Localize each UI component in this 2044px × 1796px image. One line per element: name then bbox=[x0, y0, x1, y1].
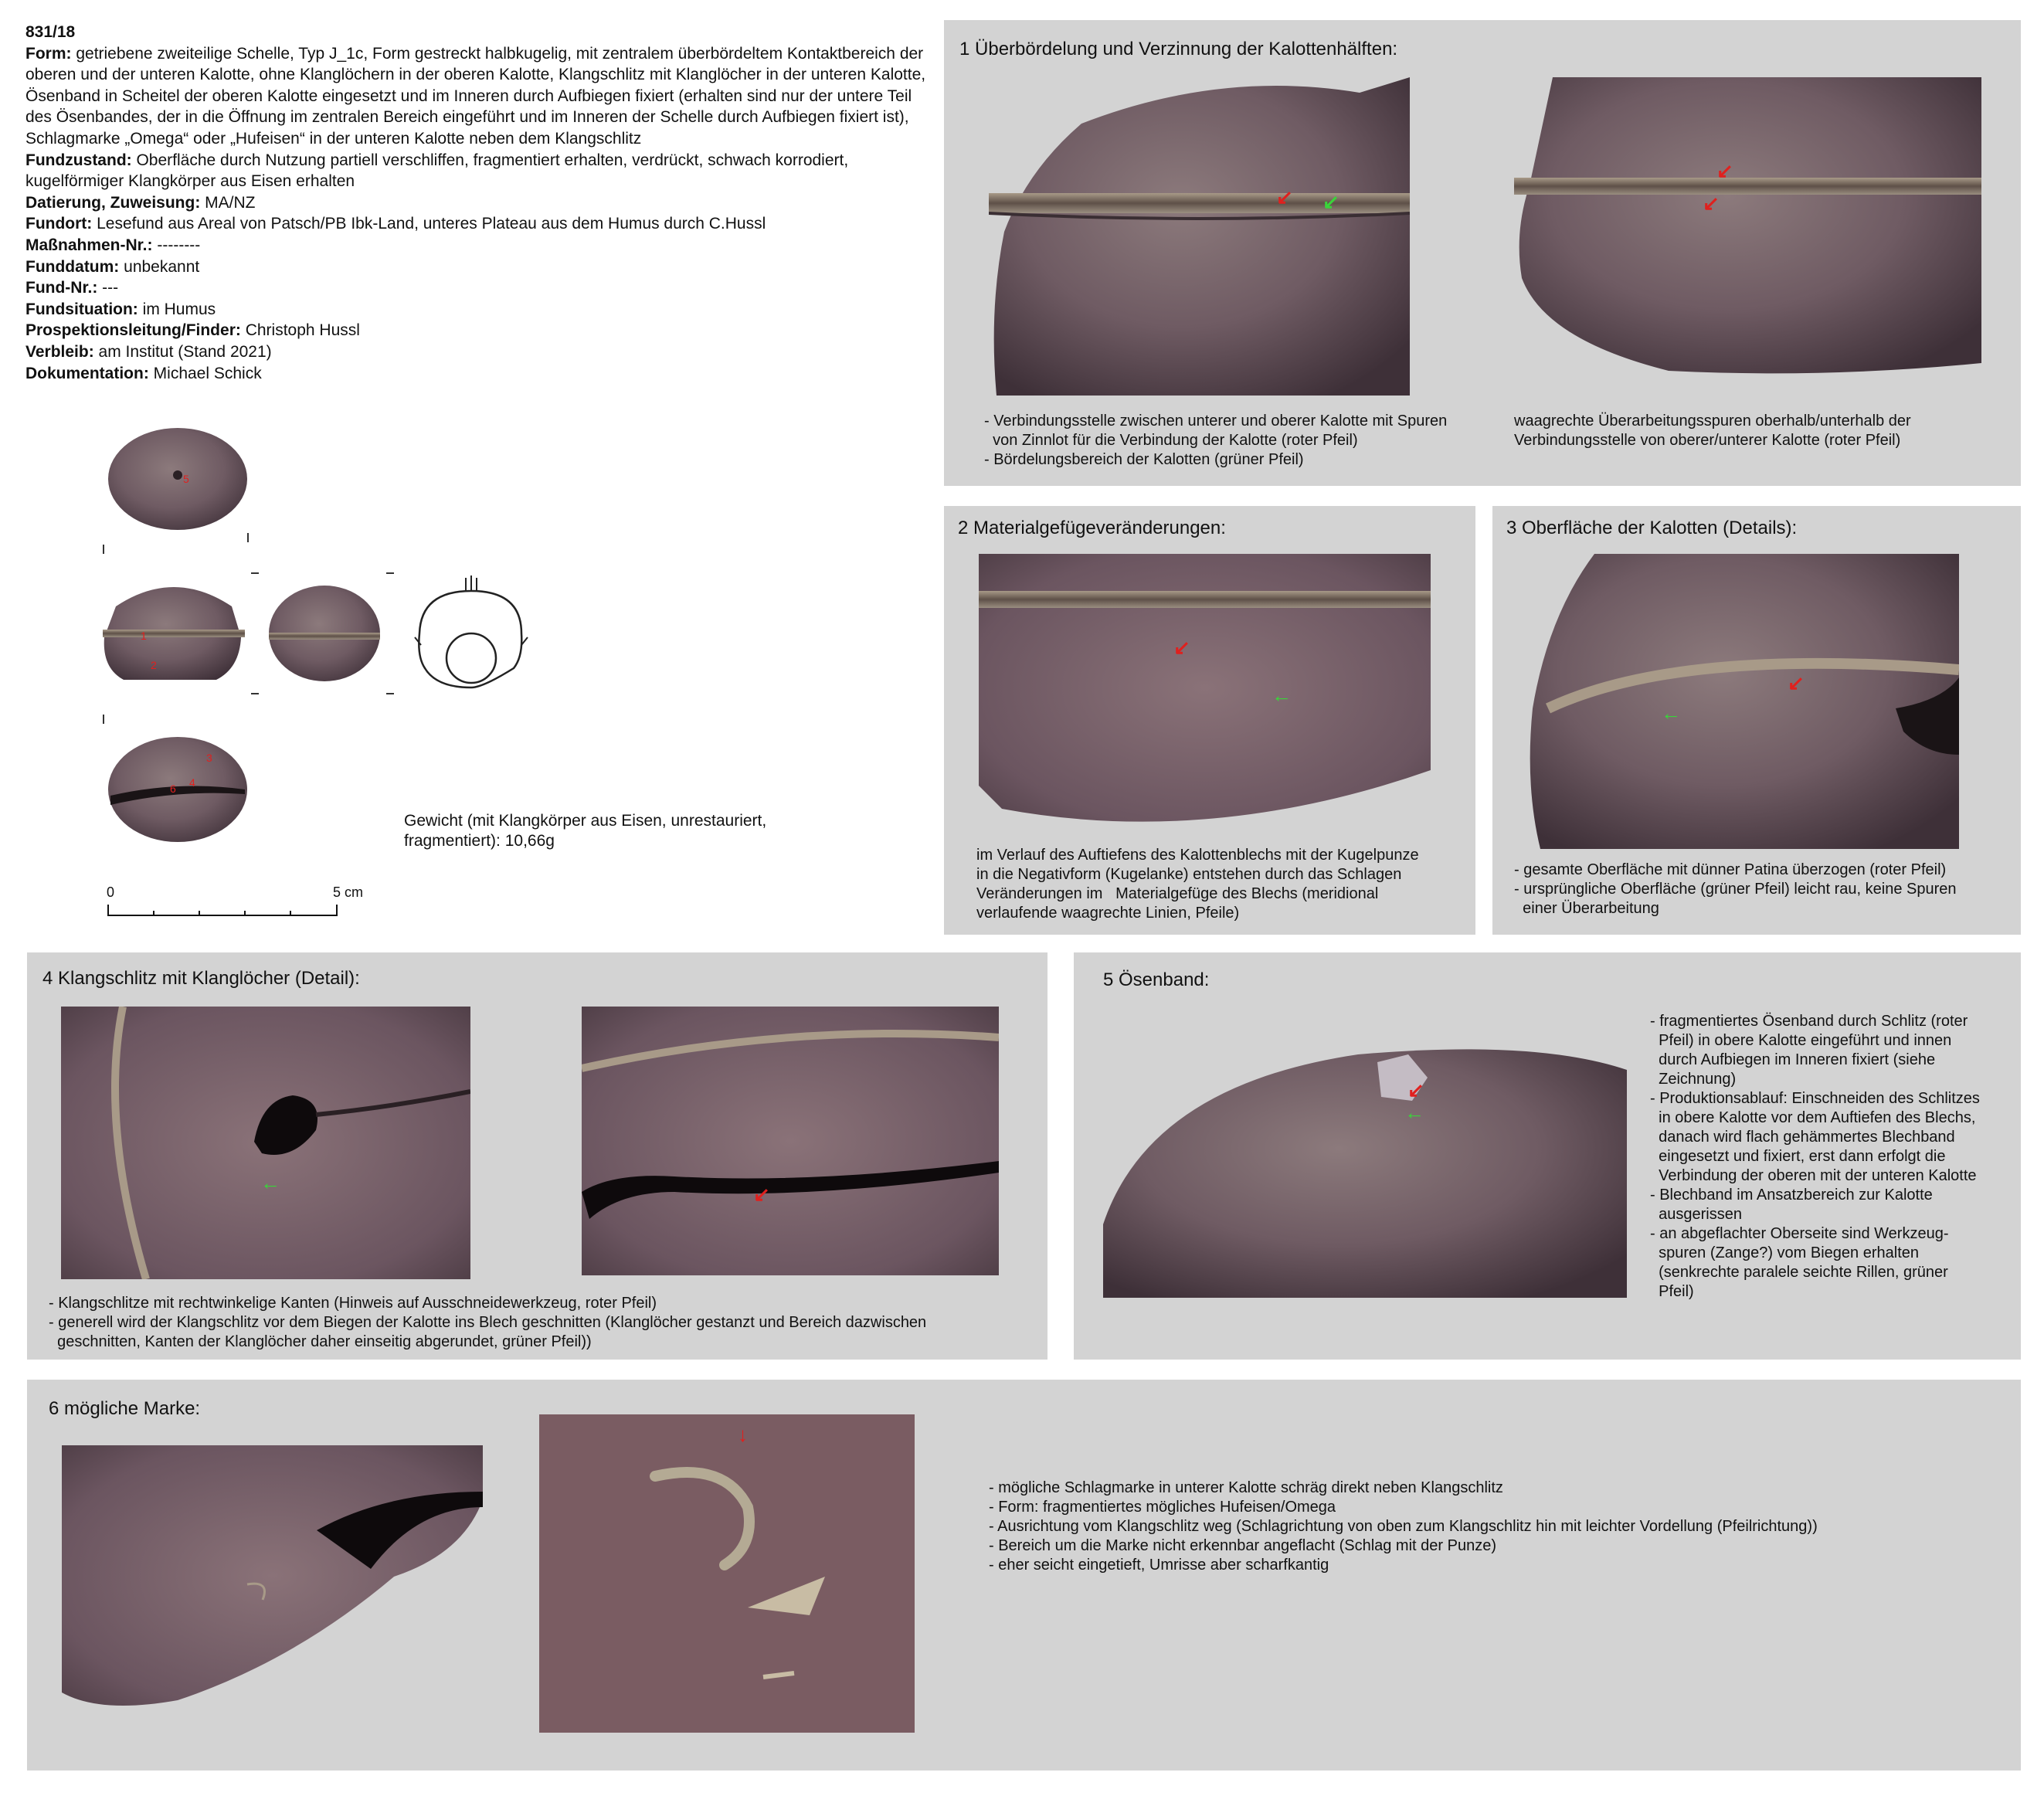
panel-5-caption: - fragmentiertes Ösenband durch Schlitz (roter Pfeil) in obere Kalotte eingeführt und innen durch Aufbiegen im Inneren fixiert (siehe Zeichnung) - Produktionsablauf: Einschneiden des Schlitzes in obere Kalotte vor dem Auftiefen des Blechs, danach wird flach gehämmertes Blechband eingesetzt und fixiert, erst dann erfolgt die Verbindung der oberen mit der unteren Kalotte - Blechband im Ansatzbereich zur Kalotte ausgerissen - an abgeflachter Oberseite sind Werkzeug- spuren (Zange?) vom Biegen erhalten (senkrechte paralele seichte Rillen, grüner Pfeil) bbox=[1650, 1013, 1980, 1300]
red-arrow-icon: ↙ bbox=[1788, 671, 1805, 694]
photo-slot-hole-1 bbox=[61, 1007, 470, 1279]
photo-surface-detail bbox=[1525, 554, 1959, 849]
photo-mark-overview bbox=[62, 1445, 483, 1714]
field-fundsituation: Fundsituation: im Humus bbox=[25, 300, 216, 318]
photo-material-structure bbox=[979, 554, 1431, 832]
scale-tick bbox=[386, 572, 394, 574]
overview-label-2: 2 bbox=[151, 659, 157, 671]
green-arrow-icon: ↙ bbox=[1322, 190, 1339, 213]
scale-tick bbox=[251, 693, 259, 694]
field-datierung: Datierung, Zuweisung: MA/NZ bbox=[25, 193, 256, 212]
green-arrow-icon: ← bbox=[1404, 1101, 1424, 1124]
panel-3 bbox=[1492, 506, 2021, 935]
scale-start-label: 0 bbox=[107, 884, 115, 900]
object-id: 831/18 bbox=[25, 23, 76, 41]
red-arrow-icon: ↙ bbox=[1276, 185, 1293, 209]
photo-top-view bbox=[104, 425, 251, 533]
green-arrow-icon: ← bbox=[1272, 684, 1292, 707]
field-verbleib: Verbleib: am Institut (Stand 2021) bbox=[25, 342, 272, 361]
panel-5 bbox=[1074, 952, 2021, 1360]
object-description bbox=[25, 22, 937, 384]
panel-3-title: 3 Oberfläche der Kalotten (Details): bbox=[1506, 518, 1798, 538]
panel-6 bbox=[27, 1380, 2021, 1771]
panel-1-caption-left: - Verbindungsstelle zwischen unterer und oberer Kalotte mit Spuren von Zinnlot für die Verbindung der Kalotte (roter Pfeil) - Bördelungsbereich der Kalotten (grüner Pfeil) bbox=[984, 413, 1448, 468]
overview-label-3: 3 bbox=[206, 752, 212, 764]
panel-2-title: 2 Materialgefügeveränderungen: bbox=[958, 518, 1226, 538]
scale-tick bbox=[251, 572, 259, 574]
photo-slot-hole-2 bbox=[582, 1007, 999, 1275]
red-arrow-icon: ↙ bbox=[1407, 1078, 1424, 1102]
panel-2 bbox=[944, 506, 1475, 935]
panel-1 bbox=[944, 20, 2021, 486]
photo-loop-band bbox=[1103, 1024, 1627, 1298]
red-arrow-icon: ↓ bbox=[738, 1423, 748, 1446]
field-fund-nr: Fund-Nr.: --- bbox=[25, 279, 119, 297]
panel-3-caption: - gesamte Oberfläche mit dünner Patina überzogen (roter Pfeil) - ursprüngliche Oberfläche (grüner Pfeil) leicht rau, keine Spuren einer Überarbeitung bbox=[1514, 861, 1957, 917]
field-form: Form: getriebene zweiteilige Schelle, Typ J_1c, Form gestreckt halbkugelig, mit zentralem überbördeltem Kontaktbereich der oberen und der unteren Kalotte, ohne Klanglöchern in der oberen Kalotte, Klangschlitz mit Klanglöcher in der unteren Kalotte, Ösenband in Scheitel der oberen Kalotte eingesetzt und im Inneren durch Aufbiegen fixiert (erhalten sind nur der untere Teil des Ösenbandes, der in die Öffnung im zentralen Bereich eingeführt und im Inneren der Schelle durch Aufbiegen fixiert ist), Schlagmarke „Omega“ oder „Hufeisen“ in der unteren Kalotte neben dem Klangschlitz bbox=[25, 44, 926, 148]
green-arrow-icon: ← bbox=[260, 1171, 280, 1194]
panel-4-caption: - Klangschlitze mit rechtwinkelige Kanten (Hinweis auf Ausschneidewerkzeug, roter Pfeil) - generell wird der Klangschlitz vor dem Biegen der Kalotte ins Blech geschnitten (Klanglöcher gestanzt und Bereich dazwischen geschnitten, Kanten der Klanglöcher daher einseitig abgerundet, grüner Pfeil)) bbox=[49, 1295, 927, 1350]
panel-4 bbox=[27, 952, 1047, 1360]
overview-label-5: 5 bbox=[183, 473, 189, 485]
panel-6-title: 6 mögliche Marke: bbox=[49, 1398, 201, 1419]
field-funddatum: Funddatum: unbekannt bbox=[25, 257, 200, 276]
panel-1-title: 1 Überbördelung und Verzinnung der Kalottenhälften: bbox=[959, 39, 1398, 59]
overview-label-1: 1 bbox=[141, 630, 147, 642]
scale-bar bbox=[107, 884, 364, 919]
weight-note: Gewicht (mit Klangkörper aus Eisen, unrestauriert, fragmentiert): 10,66g bbox=[404, 812, 767, 850]
scale-tick bbox=[103, 545, 104, 554]
scale-tick bbox=[247, 533, 249, 542]
red-arrow-icon: ↙ bbox=[753, 1183, 770, 1206]
overview-label-4: 4 bbox=[189, 776, 195, 789]
scale-tick bbox=[386, 693, 394, 694]
panel-5-title: 5 Ösenband: bbox=[1103, 969, 1210, 990]
section-drawing bbox=[406, 572, 537, 695]
overview-label-6: 6 bbox=[170, 783, 176, 795]
field-fundort: Fundort: Lesefund aus Areal von Patsch/PB Ibk-Land, unteres Plateau aus dem Humus durch C.Hussl bbox=[25, 215, 766, 233]
panel-2-caption: im Verlauf des Auftiefens des Kalottenblechs mit der Kugelpunze in die Negativform (Kugelanke) entstehen durch das Schlagen Veränderungen im Materialgefüge des Blechs (meridional verlaufende waagrechte Linien, Pfeile) bbox=[976, 847, 1419, 922]
field-dokumentation: Dokumentation: Michael Schick bbox=[25, 364, 262, 382]
photo-rim-closeup-2 bbox=[1514, 77, 1981, 394]
red-arrow-icon: ↙ bbox=[1716, 159, 1733, 182]
scale-end-label: 5 cm bbox=[333, 884, 364, 900]
field-fundzustand: Fundzustand: Oberfläche durch Nutzung partiell verschliffen, fragmentiert erhalten, verdrückt, schwach korrodiert, kugelförmiger Klangkörper aus Eisen erhalten bbox=[25, 151, 849, 191]
red-arrow-icon: ↙ bbox=[1703, 192, 1720, 215]
red-arrow-icon: ↙ bbox=[1173, 636, 1190, 659]
photo-rim-closeup-1 bbox=[989, 77, 1410, 396]
panel-6-caption: - mögliche Schlagmarke in unterer Kalotte schräg direkt neben Klangschlitz - Form: fragmentiertes mögliches Hufeisen/Omega - Ausrichtung vom Klangschlitz weg (Schlagrichtung von oben zum Klangschlitz hin mit leichter Vordellung (Pfeilrichtung)) - Bereich um die Marke nicht erkennbar angeflacht (Schlag mit der Punze) - eher seicht eingetieft, Umrisse aber scharfkantig bbox=[989, 1479, 1818, 1574]
field-massnahmen: Maßnahmen-Nr.: -------- bbox=[25, 236, 201, 254]
scale-tick bbox=[103, 715, 104, 724]
photo-side-view bbox=[100, 575, 247, 684]
green-arrow-icon: ← bbox=[1661, 701, 1681, 725]
panel-4-title: 4 Klangschlitz mit Klanglöcher (Detail): bbox=[42, 968, 360, 989]
panel-1-caption-right: waagrechte Überarbeitungsspuren oberhalb/unterhalb der Verbindungsstelle von oberer/unterer Kalotte (roter Pfeil) bbox=[1514, 413, 1911, 449]
field-finder: Prospektionsleitung/Finder: Christoph Hussl bbox=[25, 321, 360, 340]
photo-side-view-2 bbox=[267, 575, 382, 684]
photo-mark-detail bbox=[539, 1414, 915, 1733]
photo-bottom-view bbox=[104, 734, 251, 846]
